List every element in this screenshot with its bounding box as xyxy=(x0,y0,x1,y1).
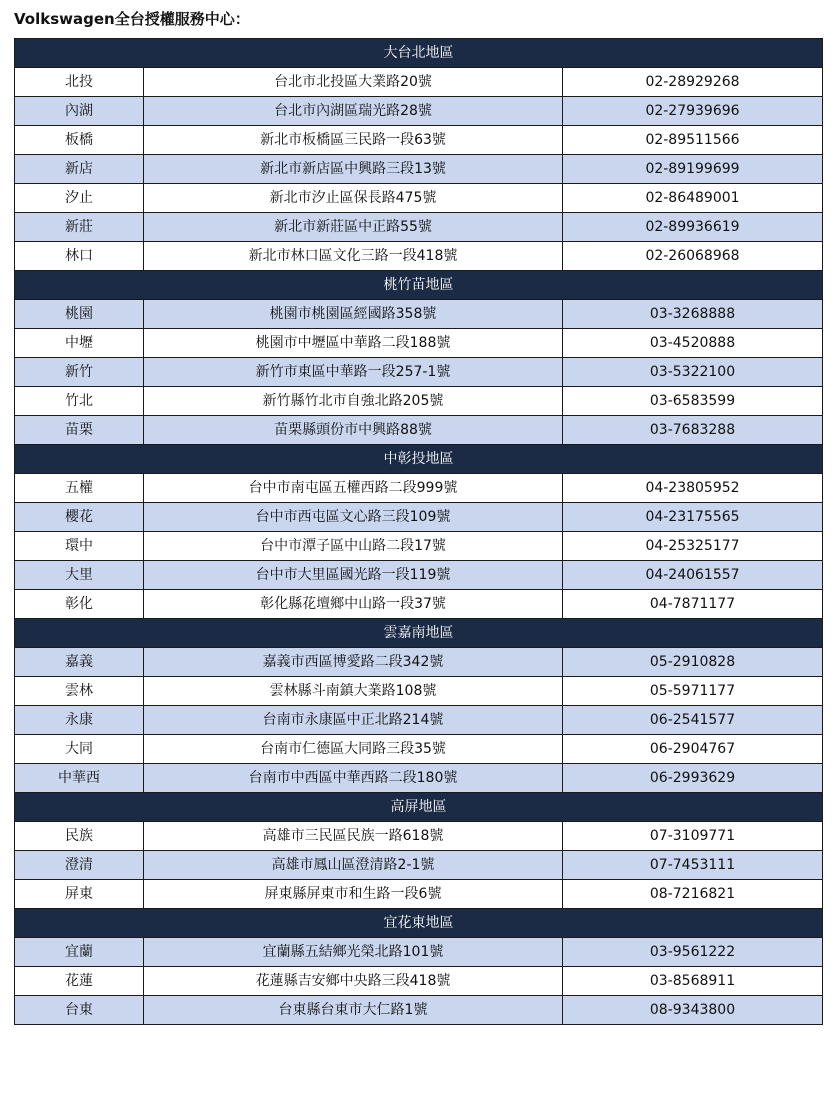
center-name: 新店 xyxy=(15,155,144,184)
center-name: 彰化 xyxy=(15,590,144,619)
center-phone: 03-7683288 xyxy=(563,416,823,445)
center-name: 澄清 xyxy=(15,851,144,880)
center-address: 台南市仁德區大同路三段35號 xyxy=(144,735,563,764)
center-name: 中華西 xyxy=(15,764,144,793)
center-name: 竹北 xyxy=(15,387,144,416)
service-center-row xyxy=(15,996,823,1025)
center-address: 新竹市東區中華路一段257-1號 xyxy=(144,358,563,387)
center-name: 櫻花 xyxy=(15,503,144,532)
center-address: 台南市中西區中華西路二段180號 xyxy=(144,764,563,793)
service-center-row xyxy=(15,68,823,97)
service-center-row xyxy=(15,590,823,619)
center-phone: 04-25325177 xyxy=(563,532,823,561)
center-phone: 03-9561222 xyxy=(563,938,823,967)
center-address: 台中市南屯區五權西路二段999號 xyxy=(144,474,563,503)
center-phone: 07-3109771 xyxy=(563,822,823,851)
center-name: 民族 xyxy=(15,822,144,851)
center-phone: 02-86489001 xyxy=(563,184,823,213)
center-address: 屏東縣屏東市和生路一段6號 xyxy=(144,880,563,909)
region-header-row xyxy=(15,445,823,474)
center-address: 台南市永康區中正北路214號 xyxy=(144,706,563,735)
center-name: 永康 xyxy=(15,706,144,735)
service-center-row xyxy=(15,155,823,184)
center-phone: 08-9343800 xyxy=(563,996,823,1025)
center-name: 五權 xyxy=(15,474,144,503)
service-center-row xyxy=(15,938,823,967)
center-name: 苗栗 xyxy=(15,416,144,445)
service-center-row xyxy=(15,97,823,126)
center-address: 彰化縣花壇鄉中山路一段37號 xyxy=(144,590,563,619)
center-phone: 02-27939696 xyxy=(563,97,823,126)
center-phone: 02-89199699 xyxy=(563,155,823,184)
service-center-row xyxy=(15,851,823,880)
region-header-row xyxy=(15,39,823,68)
center-address: 苗栗縣頭份市中興路88號 xyxy=(144,416,563,445)
center-address: 嘉義市西區博愛路二段342號 xyxy=(144,648,563,677)
service-center-row xyxy=(15,880,823,909)
center-address: 新北市新莊區中正路55號 xyxy=(144,213,563,242)
center-address: 雲林縣斗南鎮大業路108號 xyxy=(144,677,563,706)
center-address: 高雄市三民區民族一路618號 xyxy=(144,822,563,851)
center-phone: 03-6583599 xyxy=(563,387,823,416)
service-center-row xyxy=(15,561,823,590)
center-name: 宜蘭 xyxy=(15,938,144,967)
service-center-row xyxy=(15,126,823,155)
region-header-row xyxy=(15,271,823,300)
region-header: 中彰投地區 xyxy=(15,445,823,474)
service-center-row xyxy=(15,416,823,445)
center-phone: 02-28929268 xyxy=(563,68,823,97)
center-address: 台東縣台東市大仁路1號 xyxy=(144,996,563,1025)
center-name: 新竹 xyxy=(15,358,144,387)
center-address: 新北市板橋區三民路一段63號 xyxy=(144,126,563,155)
center-phone: 05-5971177 xyxy=(563,677,823,706)
service-center-row xyxy=(15,735,823,764)
center-name: 內湖 xyxy=(15,97,144,126)
center-phone: 03-5322100 xyxy=(563,358,823,387)
center-phone: 03-4520888 xyxy=(563,329,823,358)
center-name: 板橋 xyxy=(15,126,144,155)
center-name: 汐止 xyxy=(15,184,144,213)
center-address: 新竹縣竹北市自強北路205號 xyxy=(144,387,563,416)
center-phone: 07-7453111 xyxy=(563,851,823,880)
center-name: 大同 xyxy=(15,735,144,764)
page-title: Volkswagen全台授權服務中心： xyxy=(14,10,250,28)
service-center-table xyxy=(14,38,823,1025)
center-address: 高雄市鳳山區澄清路2-1號 xyxy=(144,851,563,880)
center-phone: 04-24061557 xyxy=(563,561,823,590)
center-name: 雲林 xyxy=(15,677,144,706)
service-center-row xyxy=(15,184,823,213)
region-header-row xyxy=(15,909,823,938)
service-center-row xyxy=(15,648,823,677)
center-phone: 06-2541577 xyxy=(563,706,823,735)
center-name: 中壢 xyxy=(15,329,144,358)
region-header: 宜花東地區 xyxy=(15,909,823,938)
service-center-table-body xyxy=(15,39,823,1025)
region-header-row xyxy=(15,619,823,648)
service-center-row xyxy=(15,300,823,329)
center-address: 台中市西屯區文心路三段109號 xyxy=(144,503,563,532)
center-address: 桃園市桃園區經國路358號 xyxy=(144,300,563,329)
service-center-row xyxy=(15,764,823,793)
center-phone: 02-89511566 xyxy=(563,126,823,155)
center-phone: 02-89936619 xyxy=(563,213,823,242)
center-phone: 04-23175565 xyxy=(563,503,823,532)
service-center-row xyxy=(15,358,823,387)
service-center-row xyxy=(15,706,823,735)
center-address: 新北市新店區中興路三段13號 xyxy=(144,155,563,184)
center-phone: 04-7871177 xyxy=(563,590,823,619)
service-center-row xyxy=(15,967,823,996)
region-header: 高屏地區 xyxy=(15,793,823,822)
center-phone: 03-8568911 xyxy=(563,967,823,996)
center-phone: 06-2993629 xyxy=(563,764,823,793)
center-address: 台北市內湖區瑞光路28號 xyxy=(144,97,563,126)
service-center-row xyxy=(15,677,823,706)
center-name: 花蓮 xyxy=(15,967,144,996)
center-phone: 04-23805952 xyxy=(563,474,823,503)
service-center-row xyxy=(15,213,823,242)
center-address: 台北市北投區大業路20號 xyxy=(144,68,563,97)
center-address: 台中市大里區國光路一段119號 xyxy=(144,561,563,590)
center-name: 台東 xyxy=(15,996,144,1025)
center-name: 林口 xyxy=(15,242,144,271)
service-center-row xyxy=(15,822,823,851)
region-header-row xyxy=(15,793,823,822)
center-phone: 06-2904767 xyxy=(563,735,823,764)
center-address: 桃園市中壢區中華路二段188號 xyxy=(144,329,563,358)
center-address: 宜蘭縣五結鄉光榮北路101號 xyxy=(144,938,563,967)
center-address: 新北市汐止區保長路475號 xyxy=(144,184,563,213)
service-center-row xyxy=(15,532,823,561)
center-address: 台中市潭子區中山路二段17號 xyxy=(144,532,563,561)
center-phone: 03-3268888 xyxy=(563,300,823,329)
center-address: 新北市林口區文化三路一段418號 xyxy=(144,242,563,271)
region-header: 桃竹苗地區 xyxy=(15,271,823,300)
center-name: 北投 xyxy=(15,68,144,97)
region-header: 雲嘉南地區 xyxy=(15,619,823,648)
center-name: 屏東 xyxy=(15,880,144,909)
center-phone: 08-7216821 xyxy=(563,880,823,909)
center-phone: 05-2910828 xyxy=(563,648,823,677)
center-name: 大里 xyxy=(15,561,144,590)
service-center-row xyxy=(15,387,823,416)
center-name: 新莊 xyxy=(15,213,144,242)
center-name: 桃園 xyxy=(15,300,144,329)
service-center-row xyxy=(15,242,823,271)
center-phone: 02-26068968 xyxy=(563,242,823,271)
center-address: 花蓮縣吉安鄉中央路三段418號 xyxy=(144,967,563,996)
region-header: 大台北地區 xyxy=(15,39,823,68)
center-name: 嘉義 xyxy=(15,648,144,677)
service-center-row xyxy=(15,329,823,358)
service-center-row xyxy=(15,474,823,503)
center-name: 環中 xyxy=(15,532,144,561)
service-center-row xyxy=(15,503,823,532)
